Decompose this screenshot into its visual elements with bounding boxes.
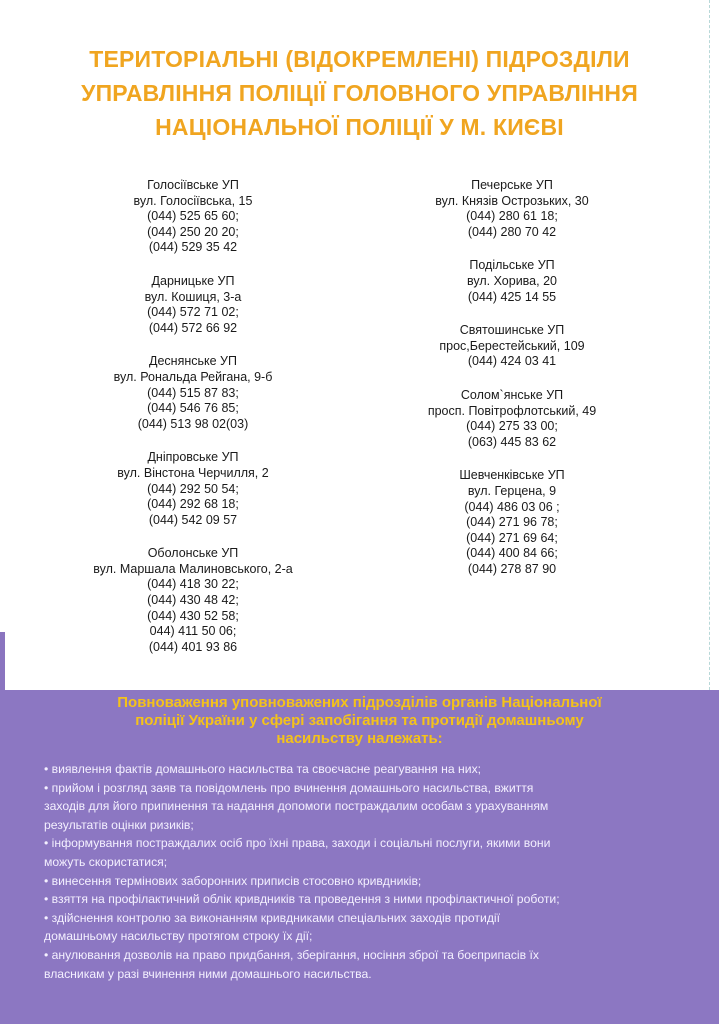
powers-title-line: Повноваження уповноважених підрозділів органів Національної	[117, 694, 602, 711]
unit-phone: (044) 525 65 60;	[147, 209, 239, 224]
unit-name: Печерське УП	[471, 178, 553, 192]
unit-address: вул. Маршала Малиновського, 2-а	[93, 561, 293, 576]
powers-list	[44, 760, 684, 983]
powers-list-line: власникам у разі вчинення ними домашнього насильства.	[44, 966, 372, 981]
right-units-column	[367, 178, 657, 595]
unit-phone: (044) 529 35 42	[148, 240, 238, 255]
unit-phone: (044) 278 87 90	[467, 561, 557, 576]
unit-phone: (044) 515 87 83;	[147, 385, 239, 400]
unit-phone: (044) 572 71 02;	[147, 305, 239, 320]
unit-phone: (044) 271 69 64;	[466, 530, 558, 545]
unit-name: Оболонське УП	[147, 546, 239, 561]
unit-address: вул. Кошиця, 3-а	[144, 289, 242, 304]
powers-list-line: • інформування постраждалих осіб про їхні права, заходи і соціальні послуги, якими вони	[44, 836, 551, 851]
unit-address: вул. Герцена, 9	[467, 483, 557, 498]
unit-address: прос,Берестейський, 109	[439, 338, 585, 353]
unit-phone: (063) 445 83 62	[467, 434, 557, 449]
unit-dniprovske	[48, 450, 338, 528]
unit-phone: (044) 425 14 55	[467, 289, 557, 304]
powers-list-line: • здійснення контролю за виконанням кривдниками спеціальних заходів протидії	[44, 910, 501, 925]
unit-name: Шевченківське УП	[459, 468, 565, 483]
unit-address: вул. Хорива, 20	[467, 273, 557, 288]
powers-list-line: • анулювання дозволів на право придбання, зберігання, носіння зброї та боєприпасів їх	[44, 947, 539, 962]
title-line: УПРАВЛІННЯ ПОЛІЦІЇ ГОЛОВНОГО УПРАВЛІННЯ	[81, 80, 638, 106]
unit-name: Солом`янське УП	[460, 387, 564, 402]
powers-list-line: • прийом і розгляд заяв та повідомлень про вчинення домашнього насильства, вжиття	[44, 780, 534, 795]
powers-list-line: результатів оцінки ризиків;	[44, 817, 194, 832]
powers-list-line: • виявлення фактів домашнього насильства та своєчасне реагування на них;	[44, 762, 482, 776]
unit-address: вул. Рональда Рейгана, 9-б	[113, 369, 273, 384]
unit-phone: (044) 418 30 22;	[147, 577, 239, 592]
unit-name: Святошинське УП	[459, 323, 565, 338]
unit-phone: (044) 430 52 58;	[147, 608, 239, 623]
unit-name: Подільське УП	[469, 258, 555, 273]
left-units-column	[48, 178, 338, 673]
unit-phone: (044) 275 33 00;	[466, 419, 558, 434]
title-line: НАЦІОНАЛЬНОЇ ПОЛІЦІЇ У М. КИЄВІ	[155, 114, 564, 140]
unit-phone: (044) 401 93 86	[148, 639, 238, 654]
powers-title	[0, 694, 719, 748]
unit-desnianske	[48, 354, 338, 432]
powers-title-line: поліції України у сфері запобігання та протидії домашньому	[135, 712, 584, 729]
unit-pecherske	[367, 178, 657, 240]
powers-title-line: насильству належать:	[276, 730, 443, 747]
powers-list-line: • взяття на профілактичний облік кривдників та проведення з ними профілактичної роботи;	[44, 892, 560, 907]
unit-address: вул. Вінстона Черчилля, 2	[117, 465, 269, 480]
powers-list-line: заходів для його припинення та надання допомоги постраждалим особам з урахуванням	[44, 799, 549, 814]
unit-phone: (044) 250 20 20;	[147, 224, 239, 239]
unit-phone: (044) 400 84 66;	[466, 546, 558, 561]
unit-phone: (044) 572 66 92	[148, 320, 238, 335]
unit-podilske	[367, 258, 657, 305]
unit-address: вул. Голосіївська, 15	[133, 193, 253, 208]
left-color-strip	[0, 632, 5, 692]
unit-address: просп. Повітрофлотський, 49	[427, 403, 597, 418]
unit-phone: 044) 411 50 06;	[149, 624, 237, 639]
unit-obolonske	[48, 546, 338, 655]
unit-sviatoshynske	[367, 323, 657, 370]
unit-phone: (044) 280 70 42	[467, 224, 557, 239]
unit-name: Голосіївське УП	[147, 178, 239, 192]
powers-list-line: можуть скористатися;	[44, 854, 168, 869]
powers-panel	[0, 690, 719, 1024]
unit-phone: (044) 292 68 18;	[147, 497, 239, 512]
unit-phone: (044) 292 50 54;	[147, 481, 239, 496]
unit-name: Дарницьке УП	[151, 273, 235, 288]
unit-phone: (044) 280 61 18;	[466, 209, 558, 224]
unit-phone: (044) 513 98 02(03)	[137, 416, 249, 431]
unit-phone: (044) 424 03 41	[467, 354, 557, 369]
unit-name: Деснянське УП	[149, 354, 237, 369]
unit-name: Дніпровське УП	[147, 450, 239, 465]
unit-phone: (044) 486 03 06 ;	[464, 499, 560, 514]
powers-list-line: • винесення термінових заборонних приписів стосовно кривдників;	[44, 873, 422, 888]
unit-holosiivske	[48, 178, 338, 256]
unit-address: вул. Князів Острозьких, 30	[435, 193, 589, 208]
unit-shevchenkivske	[367, 468, 657, 577]
unit-solomianske	[367, 388, 657, 450]
powers-list-line: домашньому насильству протягом строку їх дії;	[44, 929, 313, 944]
page-title	[0, 42, 719, 144]
unit-phone: (044) 542 09 57	[148, 512, 238, 527]
unit-darnytske	[48, 274, 338, 336]
unit-phone: (044) 430 48 42;	[147, 593, 239, 608]
title-line: ТЕРИТОРІАЛЬНІ (ВІДОКРЕМЛЕНІ) ПІДРОЗДІЛИ	[89, 46, 630, 72]
unit-phone: (044) 271 96 78;	[466, 515, 558, 530]
unit-phone: (044) 546 76 85;	[147, 401, 239, 416]
